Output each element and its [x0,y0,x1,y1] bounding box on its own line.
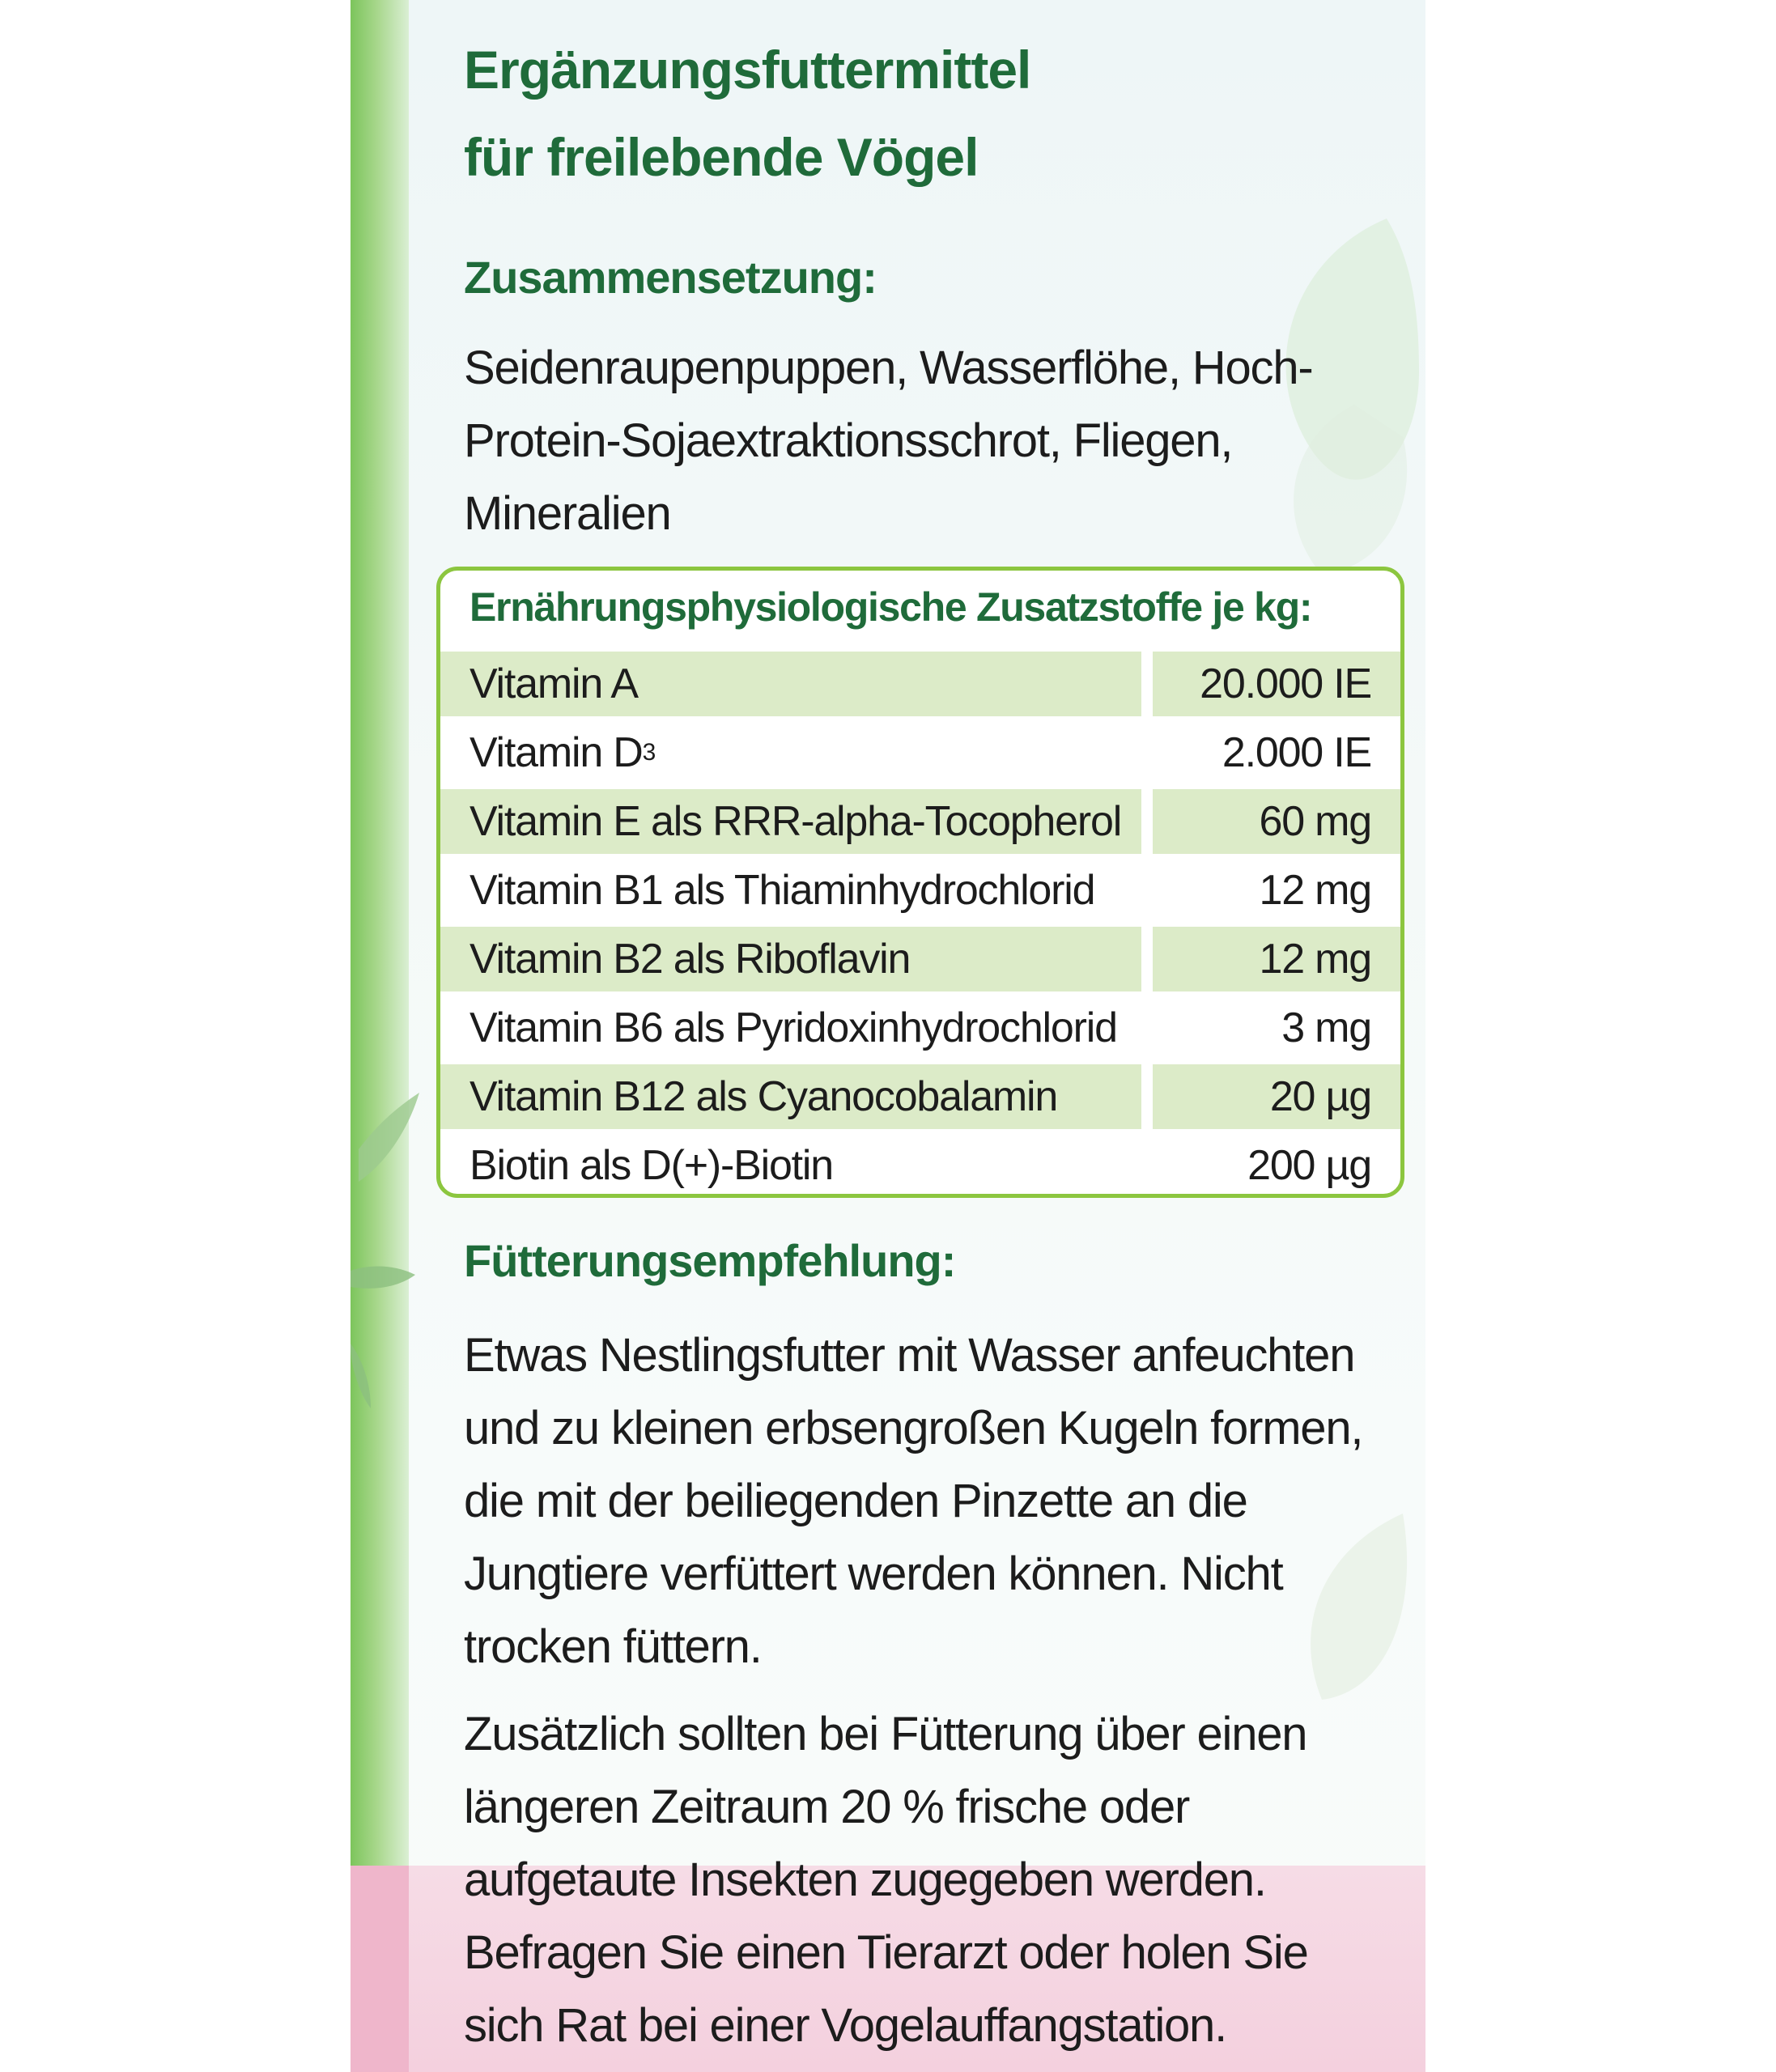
product-title-line: Ergänzungsfuttermittel [464,40,1031,100]
subscript-text: 3 [642,739,656,766]
additive-name: Vitamin E als RRR-alpha-Tocopherol [440,789,1141,854]
additive-name-cell [440,720,1153,785]
additive-amount: 12 mg [1153,927,1400,991]
label-panel [351,0,1425,2072]
additive-name: Vitamin B2 als Riboflavin [440,927,1141,991]
product-title [464,26,1030,201]
additive-amount: 3 mg [1281,1004,1371,1051]
composition-heading: Zusammensetzung: [464,252,877,303]
table-row [440,1133,1400,1198]
feeding-line: Jungtiere verfüttert werden können. Nicht [464,1548,1283,1600]
table-row [440,927,1400,991]
table-row [440,789,1400,854]
feeding-line: Zusätzlich sollten bei Fütterung über einen [464,1708,1307,1760]
additive-name: Vitamin A [440,652,1141,716]
composition-line: Protein-Sojaextraktionsschrot, Fliegen, [464,414,1233,467]
table-row [440,720,1400,785]
feeding-line: und zu kleinen erbsengroßen Kugeln formen, [464,1402,1363,1454]
additives-heading: Ernährungsphysiologische Zusatzstoffe je kg: [469,584,1312,630]
table-row [440,1064,1400,1129]
feeding-line: die mit der beiliegenden Pinzette an die [464,1475,1247,1527]
composition-line: Mineralien [464,487,671,540]
table-row [440,858,1400,923]
feeding-line: aufgetaute Insekten zugegeben werden. [464,1853,1266,1906]
table-row [440,652,1400,716]
additive-amount: 200 µg [1247,1142,1371,1189]
feeding-heading: Fütterungsempfehlung: [464,1235,956,1286]
additive-amount: 2.000 IE [1222,729,1371,776]
additive-amount: 12 mg [1259,867,1371,914]
table-row [440,996,1400,1060]
label-content [351,0,1425,2072]
composition-text [464,332,1313,550]
additive-amount: 20 µg [1153,1064,1400,1129]
additive-amount: 20.000 IE [1153,652,1400,716]
feeding-line: Befragen Sie einen Tierarzt oder holen Sie [464,1926,1308,1979]
additive-name: Vitamin B12 als Cyanocobalamin [440,1064,1141,1129]
feeding-line: längeren Zeitraum 20 % frische oder [464,1781,1190,1833]
feeding-line: sich Rat bei einer Vogelauffangstation. [464,1999,1227,2052]
feeding-paragraph-2 [464,1698,1308,2062]
additive-name: Vitamin D [469,729,643,776]
feeding-line: Etwas Nestlingsfutter mit Wasser anfeuchten [464,1329,1355,1382]
additive-name: Biotin als D(+)-Biotin [469,1142,833,1189]
additive-name: Vitamin B6 als Pyridoxinhydrochlorid [469,1004,1117,1051]
additives-table [436,567,1404,1198]
feeding-line: trocken füttern. [464,1620,762,1673]
additive-amount: 60 mg [1153,789,1400,854]
additive-name: Vitamin B1 als Thiaminhydrochlorid [469,867,1095,914]
feeding-paragraph-1 [464,1319,1362,1684]
product-title-line: für freilebende Vögel [464,127,979,187]
composition-line: Seidenraupenpuppen, Wasserflöhe, Hoch- [464,342,1313,394]
